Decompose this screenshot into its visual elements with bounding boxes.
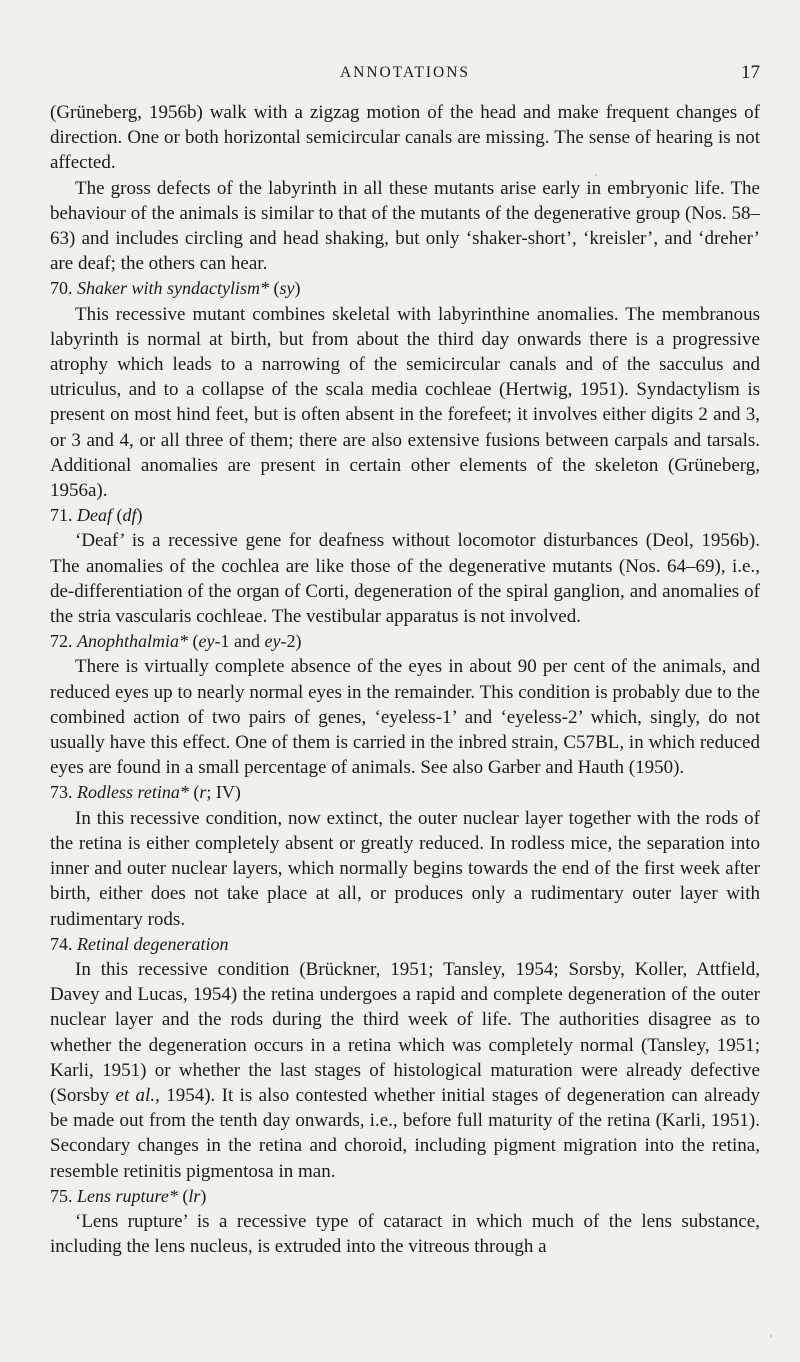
paragraph: In this recessive condition, now extinct, the outer nuclear layer together with the rods of the retina is either completely absent or greatly reduced. In rodless mice, the separation into inner and outer nuclear layers, which normally begins towards the end of the first week after birth, either does not take place at all, or produces only a rudimentary outer layer with rudimentary rods.	[50, 807, 760, 930]
section-heading-72: 72. Anophthalmia* (ey-1 and ey-2)	[50, 631, 302, 652]
running-head: ANNOTATIONS	[339, 64, 471, 81]
paragraph: ‘Lens rupture’ is a recessive type of cataract in which much of the lens substance, including the lens nucleus, is extruded into the vitreous through a	[50, 1210, 760, 1258]
paragraph: The gross defects of the labyrinth in all these mutants arise early in embryonic life. The behaviour of the animals is similar to that of the mutants of the degenerative group (Nos. 58–63) and includes circling and head shaking, but only ‘shaker-short’, ‘kreisler’, and ‘dreher’ are deaf; the others can hear.	[50, 177, 760, 275]
paragraph: In this recessive condition (Brückner, 1951; Tansley, 1954; Sorsby, Koller, Attfield, Davey and Lucas, 1954) the retina undergoes a rapid and complete degeneration of the outer nuclear layer and the rods during the third week of life. The authorities disagree as to whether the degeneration occurs in a retina which was completely normal (Tansley, 1951; Karli, 1951) or whether the last stages of histological maturation were already defective (Sorsby et al., 1954). It is also contested whether initial stages of degeneration can already be made out from the tenth day onwards, i.e., before full maturity of the retina (Karli, 1951). Secondary changes in the retina and choroid, including pigment migration into the retina, resemble retinitis pigmentosa in man.	[50, 958, 760, 1182]
paragraph: ‘Deaf’ is a recessive gene for deafness without locomotor disturbances (Deol, 1956b). The anomalies of the cochlea are like those of the degenerative mutants (Nos. 64–69), i.e., de-differentiation of the organ of Corti, degeneration of the spiral ganglion, and anomalies of the stria vascularis cochleae. The vestibular apparatus is not involved.	[50, 530, 760, 628]
page-number: 17	[741, 62, 760, 83]
paper-speck	[770, 1335, 772, 1337]
paper-speck	[595, 174, 597, 176]
page-header	[50, 62, 760, 88]
section-heading-73: 73. Rodless retina* (r; IV)	[50, 782, 241, 803]
paragraph: (Grüneberg, 1956b) walk with a zigzag motion of the head and make frequent changes of direction. One or both horizontal semicircular canals are missing. The sense of hearing is not affected.	[50, 102, 760, 174]
section-heading-70: 70. Shaker with syndactylism* (sy)	[50, 278, 301, 299]
section-heading-74: 74. Retinal degeneration	[50, 933, 229, 954]
section-heading-71: 71. Deaf (df)	[50, 505, 143, 526]
body-text	[50, 100, 760, 1259]
paragraph: This recessive mutant combines skeletal with labyrinthine anomalies. The membranous labyrinth is normal at birth, but from about the third day onwards there is a progressive atrophy which leads to a narrowing of the semicircular canals and of the sacculus and utriculus, and to a collapse of the scala media cochleae (Hertwig, 1951). Syndactylism is present on most hind feet, but is often absent in the forefeet; it involves either digits 2 and 3, or 3 and 4, or all three of them; there are also extensive fusions between carpals and tarsals. Additional anomalies are present in certain other elements of the skeleton (Grüneberg, 1956a).	[50, 303, 760, 502]
section-heading-75: 75. Lens rupture* (lr)	[50, 1185, 207, 1206]
paragraph: There is virtually complete absence of the eyes in about 90 per cent of the animals, and reduced eyes up to nearly normal eyes in the remainder. This condition is probably due to the combined action of two pairs of genes, ‘eyeless-1’ and ‘eyeless-2’ which, singly, do not usually have this effect. One of them is carried in the inbred strain, C57BL, in which reduced eyes are found in a small percentage of animals. See also Garber and Hauth (1950).	[50, 656, 760, 779]
